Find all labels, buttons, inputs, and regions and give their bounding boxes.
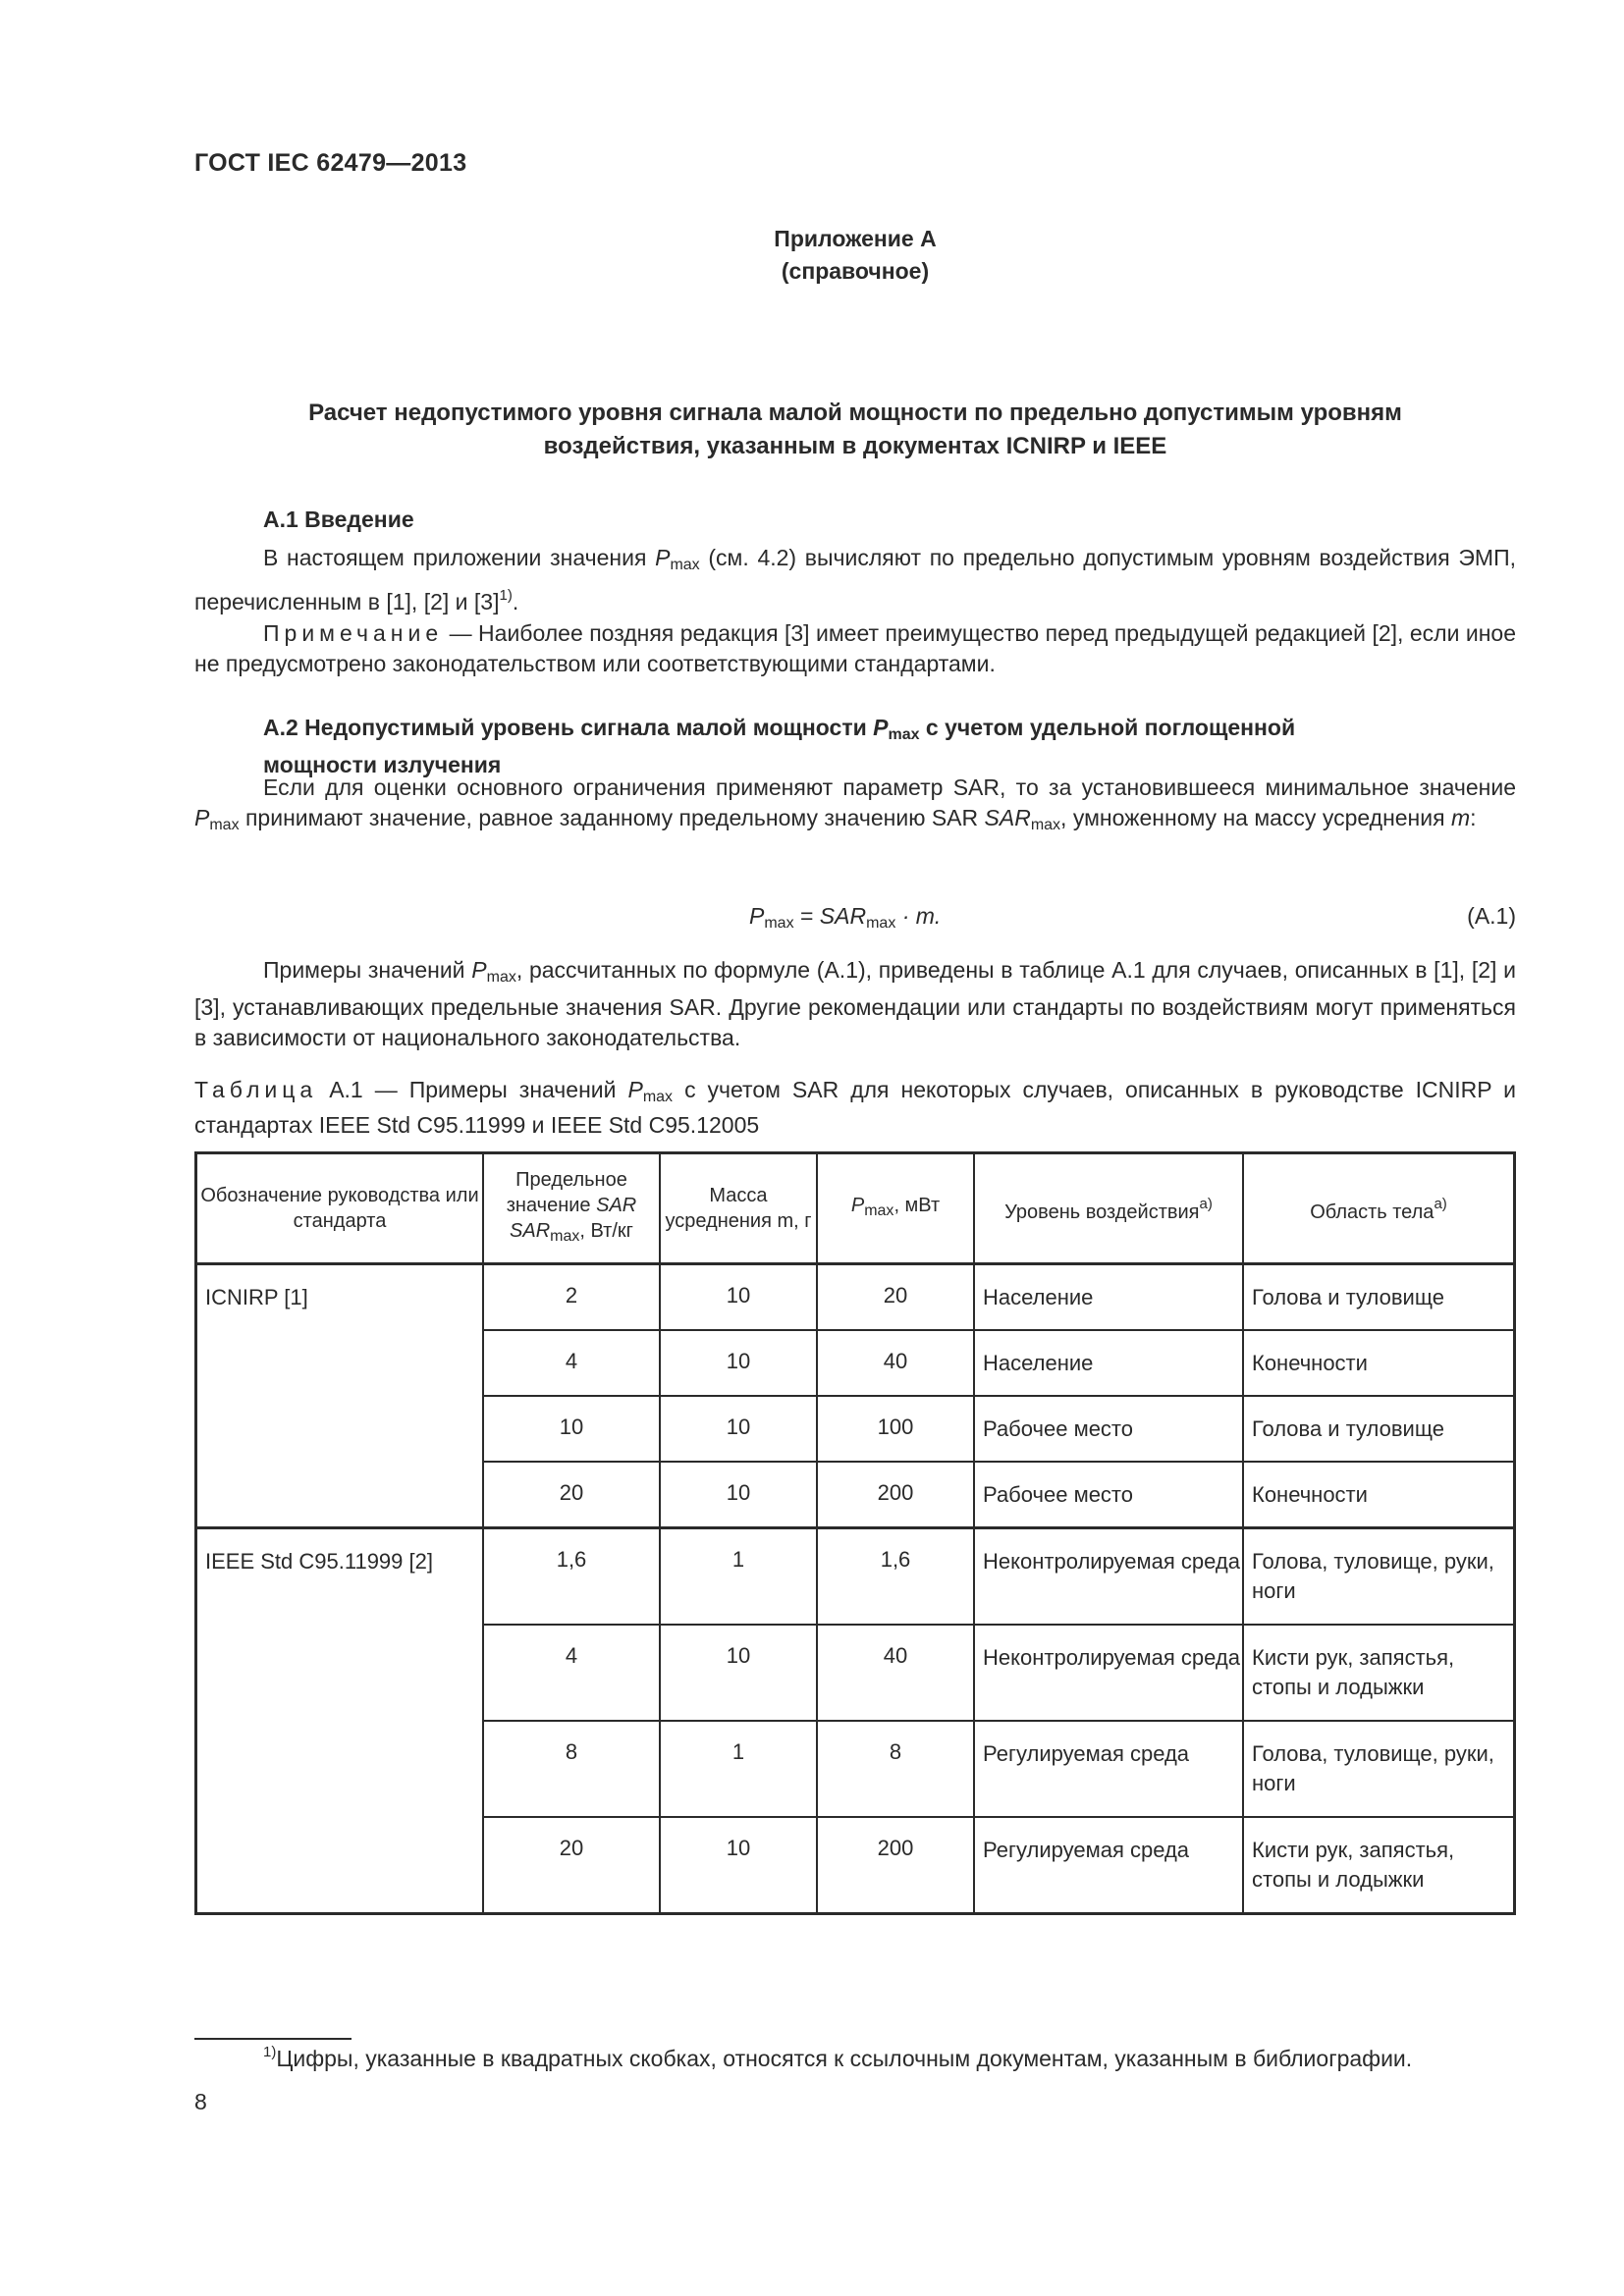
table-row bbox=[196, 1264, 1515, 1331]
page-number: 8 bbox=[194, 2089, 207, 2114]
cell-body: Голова, туловище, руки, ноги bbox=[1243, 1721, 1515, 1817]
table-header-row bbox=[196, 1153, 1515, 1264]
section-a2-paragraph1: Если для оценки основного ограничения применяют параметр SAR, то за установившееся минимальное значение $P_{max}$ принимают значение, равное заданному предельному значению SAR $SAR_{max}$, умноженному на массу усреднения m: bbox=[194, 774, 1516, 833]
cell-level: Рабочее место bbox=[974, 1396, 1243, 1462]
cell-mass: 10 bbox=[660, 1264, 817, 1331]
cell-sar: 4 bbox=[483, 1330, 660, 1396]
cell-pmax: 200 bbox=[817, 1817, 974, 1914]
formula-number: (А.1) bbox=[1467, 903, 1516, 929]
cell-mass: 1 bbox=[660, 1721, 817, 1817]
cell-body: Конечности bbox=[1243, 1462, 1515, 1528]
header-sar-limit: Предельное значение SAR $SAR_{max}$, Вт/кг bbox=[483, 1153, 660, 1264]
cell-sar: 20 bbox=[483, 1817, 660, 1914]
formula-expression: $P_{max} = SAR_{max} \cdot m$. bbox=[749, 903, 942, 932]
cell-body: Голова, туловище, руки, ноги bbox=[1243, 1528, 1515, 1626]
cell-standard: ICNIRP [1] bbox=[196, 1264, 484, 1528]
main-title-line1: Расчет недопустимого уровня сигнала малой мощности по предельно допустимым уровням bbox=[308, 400, 1402, 426]
cell-mass: 10 bbox=[660, 1817, 817, 1914]
cell-pmax: 8 bbox=[817, 1721, 974, 1817]
cell-mass: 1 bbox=[660, 1528, 817, 1626]
cell-level: Неконтролируемая среда bbox=[974, 1528, 1243, 1626]
footnote: $^{1)}$Цифры, указанные в квадратных скобках, относятся к ссылочным документам, указанным в библиографии. bbox=[263, 2044, 1413, 2071]
cell-level: Население bbox=[974, 1264, 1243, 1331]
cell-level: Рабочее место bbox=[974, 1462, 1243, 1528]
table-row bbox=[196, 1528, 1515, 1626]
section-a1-heading: А.1 Введение bbox=[263, 507, 414, 532]
cell-body: Кисти рук, запястья, стопы и лодыжки bbox=[1243, 1625, 1515, 1721]
cell-sar: 1,6 bbox=[483, 1528, 660, 1626]
cell-sar: 8 bbox=[483, 1721, 660, 1817]
cell-level: Регулируемая среда bbox=[974, 1817, 1243, 1914]
section-a1-paragraph: В настоящем приложении значения $P_{max}$ (см. 4.2) вычисляют по предельно допустимым уровням воздействия ЭМП, перечисленным в [1], [2] и $[3]^{1)}$. bbox=[194, 545, 1517, 614]
cell-level: Население bbox=[974, 1330, 1243, 1396]
section-a2-paragraph2: Примеры значений $P_{max}$, рассчитанных по формуле (А.1), приведены в таблице А.1 для случаев, описанных в [1], [2] и [3], устанавливающих предельные значения SAR. Другие рекомендации или стандарты по воздействиям могут применяться в зависимости от национального законодательства. bbox=[194, 957, 1516, 1050]
cell-sar: 10 bbox=[483, 1396, 660, 1462]
appendix-subtitle: (справочное) bbox=[781, 258, 930, 284]
cell-body: Конечности bbox=[1243, 1330, 1515, 1396]
main-title-line2: воздействия, указанным в документах ICNIRP и IEEE bbox=[543, 433, 1167, 459]
cell-body: Кисти рук, запястья, стопы и лодыжки bbox=[1243, 1817, 1515, 1914]
header-exposure-level: Уровень воздействия$^{а)}$ bbox=[974, 1153, 1243, 1264]
cell-body: Голова и туловище bbox=[1243, 1264, 1515, 1331]
cell-sar: 2 bbox=[483, 1264, 660, 1331]
cell-mass: 10 bbox=[660, 1396, 817, 1462]
header-standard: Обозначение руководства или стандарта bbox=[196, 1153, 484, 1264]
cell-body: Голова и туловище bbox=[1243, 1396, 1515, 1462]
document-code: ГОСТ IEC 62479—2013 bbox=[194, 149, 467, 177]
cell-mass: 10 bbox=[660, 1462, 817, 1528]
section-a2-heading: А.2 Недопустимый уровень сигнала малой мощности $P_{max}$ с учетом удельной поглощенной мощности излучения bbox=[263, 715, 1296, 777]
header-pmax: $P_{max}$, мВт bbox=[817, 1153, 974, 1264]
section-a1-note: Примечание — Наиболее поздняя редакция [3] имеет преимущество перед предыдущей редакцией [2], если иное не предусмотрено законодательством или соответствующими стандартами. bbox=[194, 620, 1516, 676]
cell-mass: 10 bbox=[660, 1625, 817, 1721]
cell-pmax: 40 bbox=[817, 1330, 974, 1396]
cell-sar: 20 bbox=[483, 1462, 660, 1528]
main-title bbox=[194, 397, 1516, 463]
cell-pmax: 40 bbox=[817, 1625, 974, 1721]
cell-pmax: 1,6 bbox=[817, 1528, 974, 1626]
header-body-region: Область тела$^{а)}$ bbox=[1243, 1153, 1515, 1264]
cell-standard: IEEE Std C95.11999 [2] bbox=[196, 1528, 484, 1914]
appendix-title: Приложение А bbox=[774, 226, 937, 251]
cell-mass: 10 bbox=[660, 1330, 817, 1396]
cell-level: Регулируемая среда bbox=[974, 1721, 1243, 1817]
cell-sar: 4 bbox=[483, 1625, 660, 1721]
footnote-divider bbox=[194, 2038, 352, 2040]
cell-pmax: 100 bbox=[817, 1396, 974, 1462]
header-mass: Масса усреднения m, г bbox=[660, 1153, 817, 1264]
cell-pmax: 20 bbox=[817, 1264, 974, 1331]
cell-pmax: 200 bbox=[817, 1462, 974, 1528]
table-caption: Таблица А.1 — Примеры значений $P_{max}$ с учетом SAR для некоторых случаев, описанных в руководстве ICNIRP и стандартах IEEE Std C95.11999 и IEEE Std C95.12005 bbox=[194, 1077, 1517, 1138]
sar-table bbox=[194, 1151, 1516, 1915]
cell-level: Неконтролируемая среда bbox=[974, 1625, 1243, 1721]
